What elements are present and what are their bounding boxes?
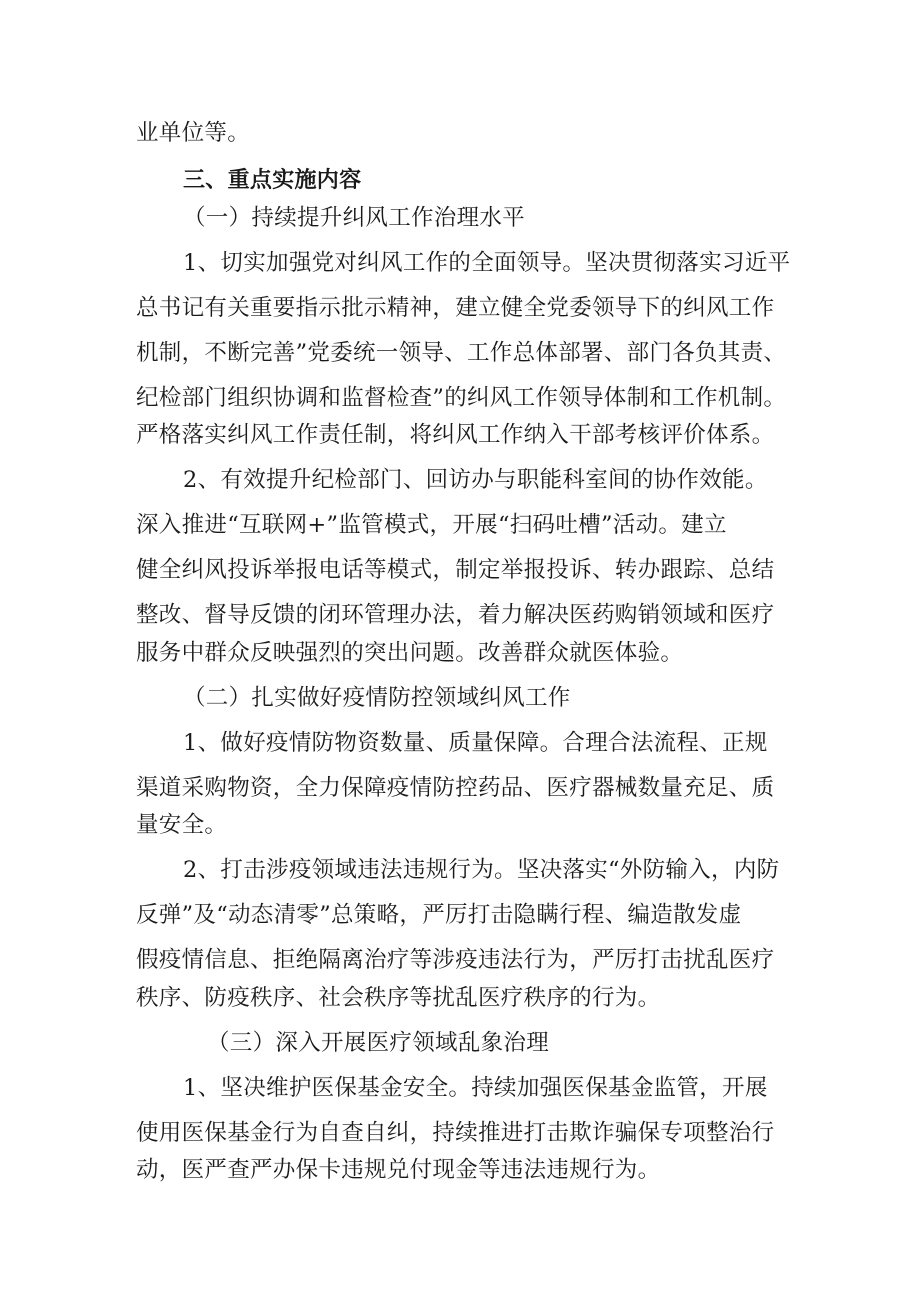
text-line: 使用医保基金行为自查自纠，持续推进打击欺诈骗保专项整治行 <box>136 1120 775 1146</box>
paragraph-first-line: 2、打击涉疫领域违法违规行为。坚决落实“外防输入，内防 <box>183 857 780 883</box>
subsection-heading: （二）扎实做好疫情防控领域纠风工作 <box>183 685 571 711</box>
text-line: 渠道采购物资，全力保障疫情防控药品、医疗器械数量充足、质 <box>136 775 775 801</box>
text-line: 总书记有关重要指示批示精神，建立健全党委领导下的纠风工作 <box>136 295 775 321</box>
text-line: 健全纠风投诉举报电话等模式，制定举报投诉、转办跟踪、总结 <box>136 557 775 583</box>
text-line: 深入推进“互联网+”监管模式，开展“扫码吐槽”活动。建立 <box>136 512 727 538</box>
section-heading: 三、重点实施内容 <box>183 168 362 193</box>
text-line: 纪检部门组织协调和监督检查”的纠风工作领导体制和工作机制。 <box>136 385 787 411</box>
text-line: 服务中群众反映强烈的突出问题。改善群众就医体验。 <box>136 640 684 666</box>
text-line: 业单位等。 <box>136 120 251 146</box>
text-line: 动，医严查严办保卡违规兑付现金等违法违规行为。 <box>136 1157 661 1183</box>
text-line: 机制，不断完善”党委统一领导、工作总体部署、部门各负其责、 <box>136 340 787 366</box>
paragraph-first-line: 2、有效提升纪检部门、回访办与职能科室间的协作效能。 <box>183 467 768 493</box>
paragraph-first-line: 1、做好疫情防物资数量、质量保障。合理合法流程、正规 <box>183 730 768 756</box>
text-line: 量安全。 <box>136 812 228 838</box>
text-line: 假疫情信息、拒绝隔离治疗等涉疫违法行为，严厉打击扰乱医疗 <box>136 947 775 973</box>
text-line: 整改、督导反馈的闭环管理办法，着力解决医药购销领域和医疗 <box>136 602 775 628</box>
subsection-heading: （三）深入开展医疗领域乱象治理 <box>207 1030 550 1056</box>
text-line: 秩序、防疫秩序、社会秩序等扰乱医疗秩序的行为。 <box>136 985 661 1011</box>
subsection-heading: （一）持续提升纠风工作治理水平 <box>183 205 526 231</box>
text-line: 反弹”及“动态清零”总策略，严厉打击隐瞒行程、编造散发虚 <box>136 902 742 928</box>
paragraph-first-line: 1、切实加强党对纠风工作的全面领导。坚决贯彻落实习近平 <box>183 250 791 276</box>
paragraph-first-line: 1、坚决维护医保基金安全。持续加强医保基金监管，开展 <box>183 1075 768 1101</box>
text-line: 严格落实纠风工作责任制，将纠风工作纳入干部考核评价体系。 <box>136 422 775 448</box>
